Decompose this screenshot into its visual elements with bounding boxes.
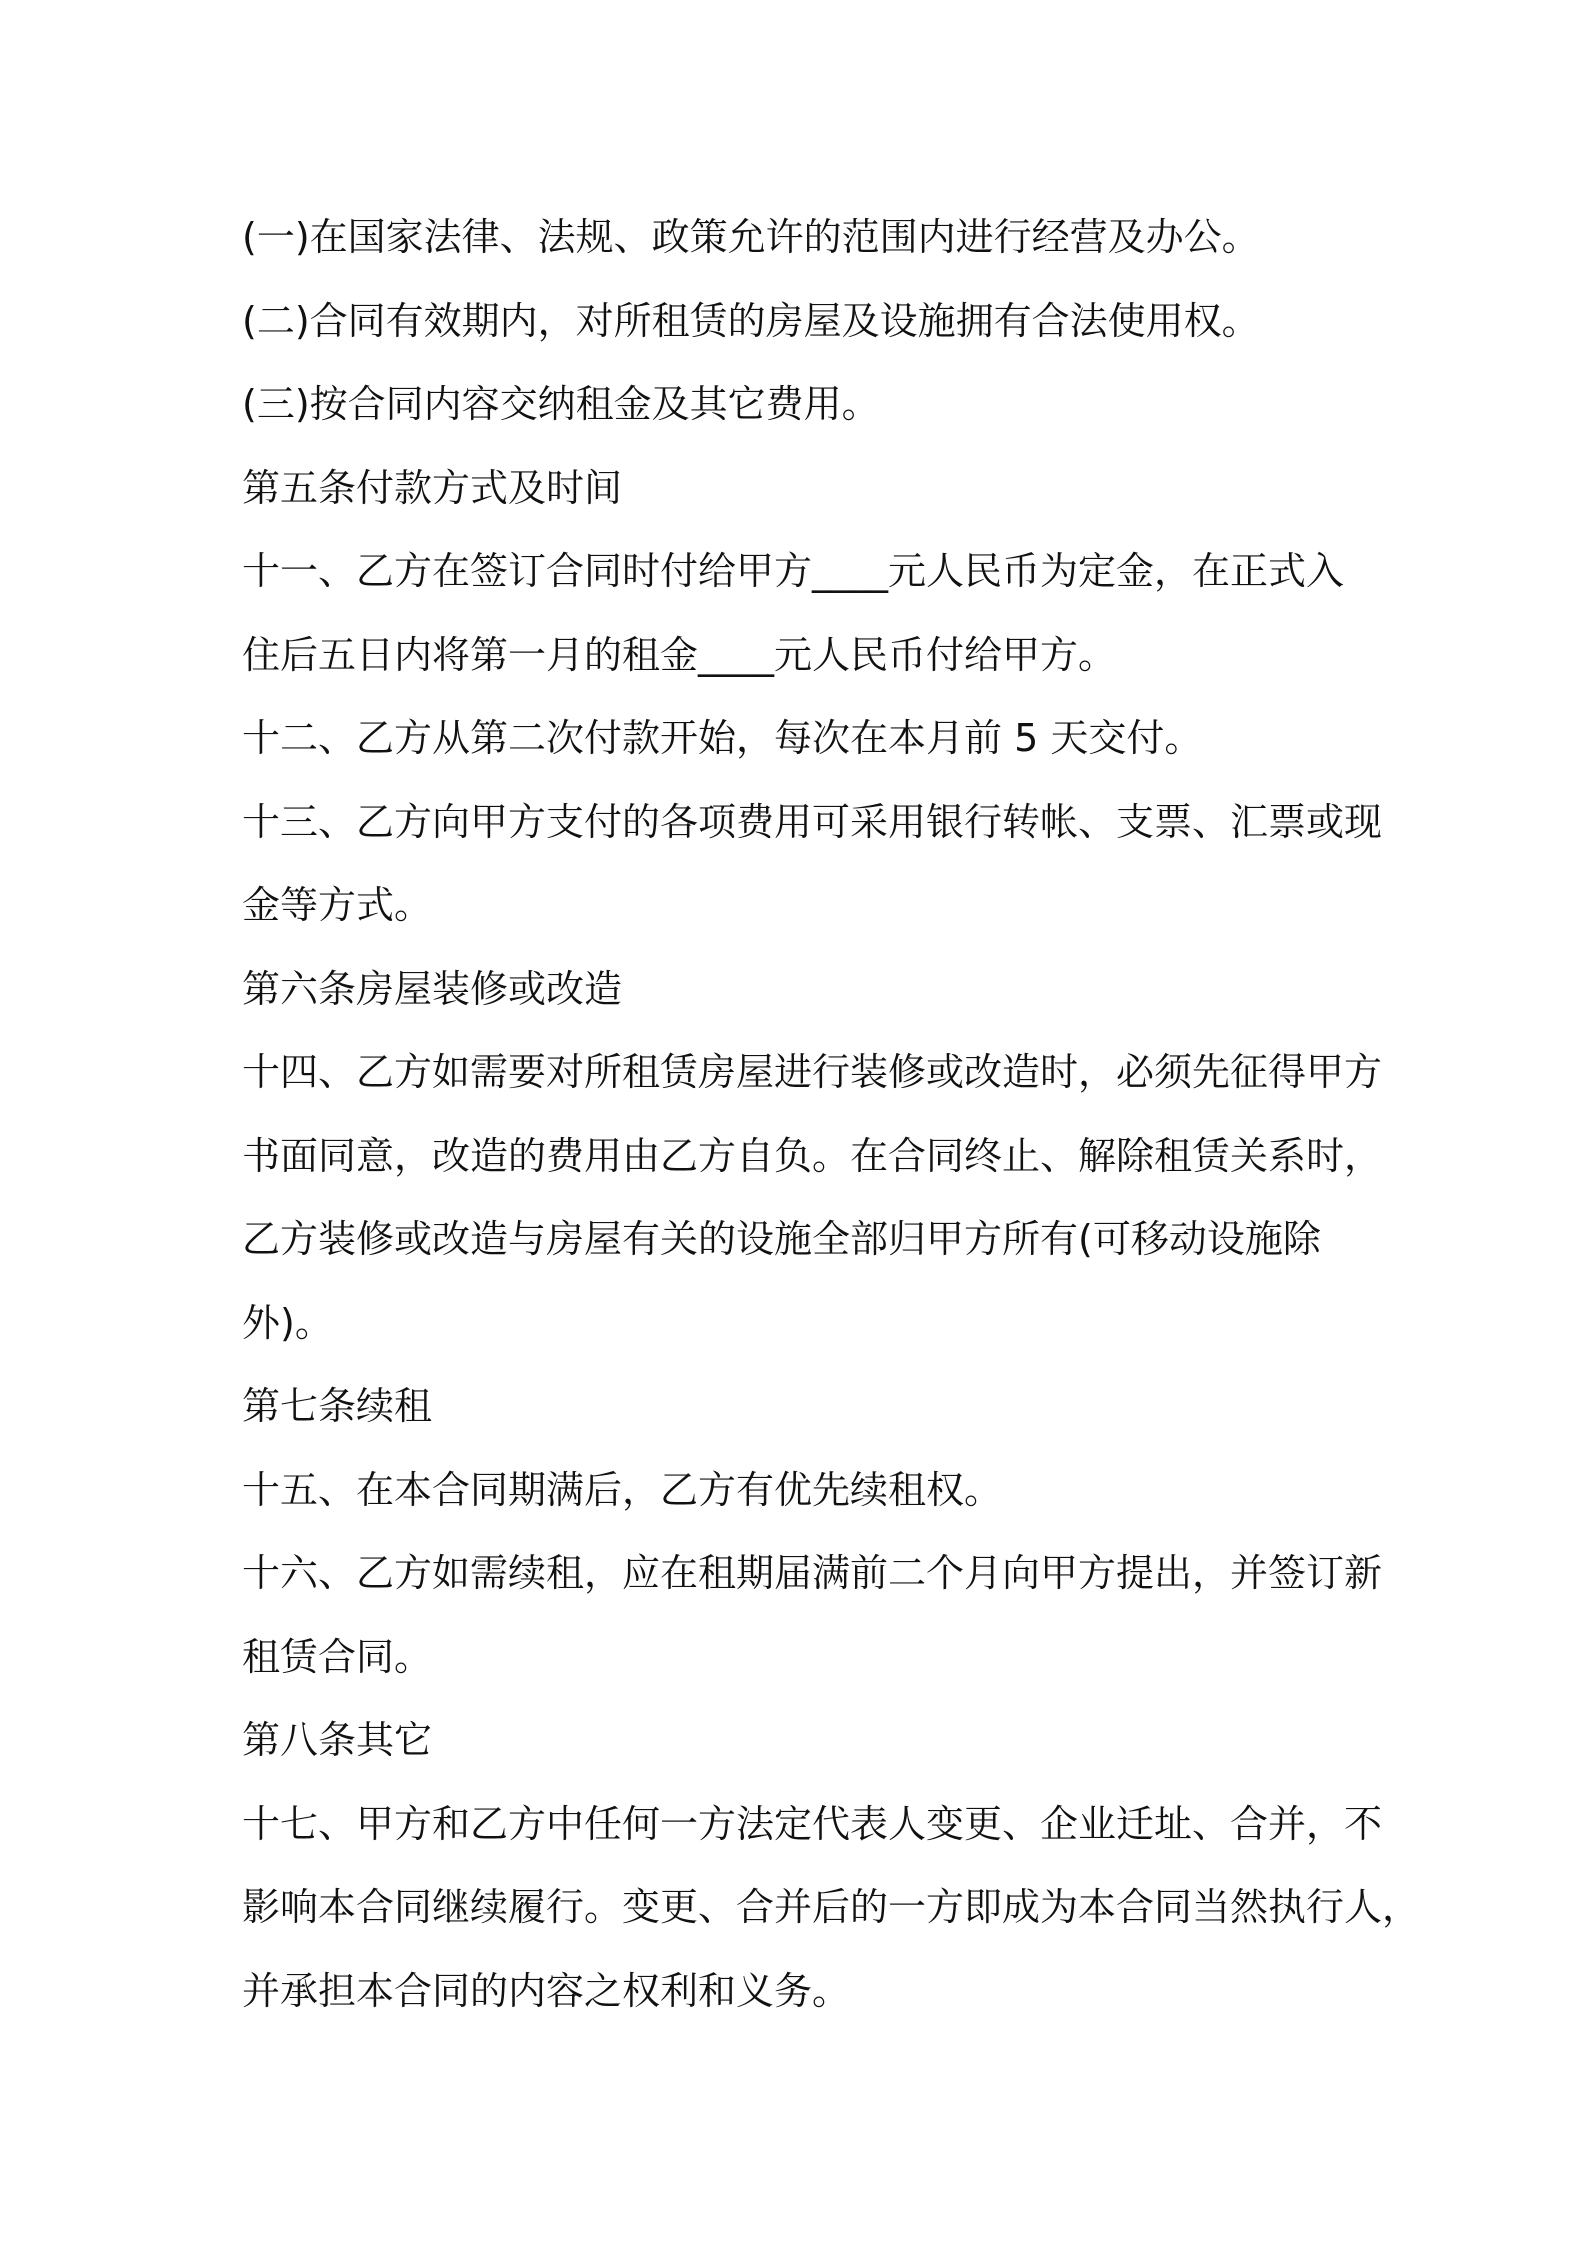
clause-line: (一)在国家法律、法规、政策允许的范围内进行经营及办公。 <box>242 215 1260 259</box>
clause-line: 住后五日内将第一月的租金____元人民币付给甲方。 <box>242 632 1117 677</box>
clause-line: 书面同意，改造的费用由乙方自负。在合同终止、解除租赁关系时， <box>242 1133 1383 1178</box>
clause-line: 乙方装修或改造与房屋有关的设施全部归甲方所有(可移动设施除 <box>242 1217 1321 1261</box>
section-heading: 第五条付款方式及时间 <box>242 465 623 510</box>
clause-line: (二)合同有效期内，对所租赁的房屋及设施拥有合法使用权。 <box>242 298 1260 343</box>
clause-line: 金等方式。 <box>242 883 433 927</box>
clause-line: 影响本合同继续履行。变更、合并后的一方即成为本合同当然执行人， <box>242 1885 1421 1929</box>
clause-line: 租赁合同。 <box>242 1634 433 1679</box>
clause-line: 十一、乙方在签订合同时付给甲方____元人民币为定金，在正式入 <box>242 549 1345 593</box>
section-heading: 第七条续租 <box>242 1384 433 1428</box>
clause-line: 外)。 <box>242 1300 333 1345</box>
section-heading: 第六条房屋装修或改造 <box>242 966 623 1011</box>
clause-line: 十五、在本合同期满后，乙方有优先续租权。 <box>242 1467 1003 1512</box>
document-body <box>242 196 1421 2033</box>
clause-line: 十四、乙方如需要对所租赁房屋进行装修或改造时，必须先征得甲方 <box>242 1050 1383 1094</box>
section-heading: 第八条其它 <box>242 1718 433 1762</box>
clause-line: 并承担本合同的内容之权利和义务。 <box>242 1968 851 2013</box>
clause-line: 十三、乙方向甲方支付的各项费用可采用银行转帐、支票、汇票或现 <box>242 799 1383 844</box>
clause-line: 十二、乙方从第二次付款开始，每次在本月前 5 天交付。 <box>242 716 1203 760</box>
clause-line: 十七、甲方和乙方中任何一方法定代表人变更、企业迁址、合并，不 <box>242 1801 1383 1846</box>
clause-line: 十六、乙方如需续租，应在租期届满前二个月向甲方提出，并签订新 <box>242 1551 1383 1595</box>
clause-line: (三)按合同内容交纳租金及其它费用。 <box>242 382 880 426</box>
